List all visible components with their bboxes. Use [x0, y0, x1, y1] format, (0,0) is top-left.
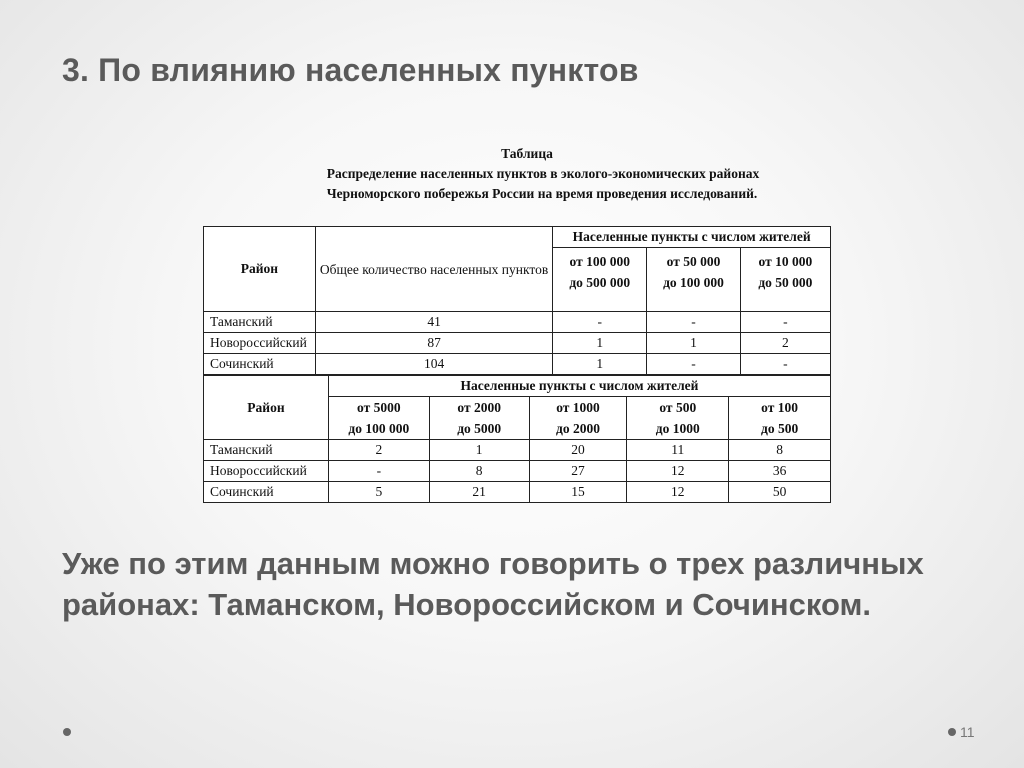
value-cell: 1	[429, 440, 529, 461]
total-header: Общее количество населенных пунктов	[315, 227, 552, 312]
district-header: Район	[204, 376, 329, 440]
table-row	[204, 312, 831, 333]
table-row	[204, 440, 831, 461]
value-cell: 36	[729, 461, 831, 482]
value-cell: -	[647, 354, 741, 375]
group-header: Населенные пункты с числом жителей	[553, 227, 831, 248]
range-header	[740, 248, 830, 312]
value-cell: 2	[328, 440, 429, 461]
value-cell: -	[740, 354, 830, 375]
range-to: до 5000	[457, 421, 502, 436]
table-row	[204, 354, 831, 375]
range-header	[647, 248, 741, 312]
district-cell: Сочинский	[204, 354, 316, 375]
range-header	[529, 397, 627, 440]
value-cell: -	[647, 312, 741, 333]
value-cell: 11	[627, 440, 729, 461]
value-cell: 1	[553, 354, 647, 375]
value-cell: 1	[553, 333, 647, 354]
district-cell: Таманский	[204, 440, 329, 461]
range-from: от 500	[659, 400, 697, 415]
range-from: от 1000	[556, 400, 600, 415]
range-header	[627, 397, 729, 440]
total-cell: 41	[315, 312, 552, 333]
right-dot-icon	[948, 728, 956, 736]
range-from: от 100 000	[569, 254, 630, 269]
value-cell: 8	[729, 440, 831, 461]
range-from: от 10 000	[758, 254, 813, 269]
page-number: 11	[960, 724, 975, 740]
value-cell: 50	[729, 482, 831, 503]
range-to: до 50 000	[758, 275, 813, 290]
district-cell: Новороссийский	[204, 333, 316, 354]
range-from: от 50 000	[666, 254, 721, 269]
value-cell: 1	[647, 333, 741, 354]
district-cell: Таманский	[204, 312, 316, 333]
value-cell: 20	[529, 440, 627, 461]
summary-text: Уже по этим данным можно говорить о трех различных районах: Таманском, Новороссийском и Сочинском.	[62, 546, 924, 622]
range-to: до 1000	[655, 421, 700, 436]
total-cell: 104	[315, 354, 552, 375]
value-cell: 2	[740, 333, 830, 354]
total-cell: 87	[315, 333, 552, 354]
range-from: от 5000	[357, 400, 401, 415]
range-header	[429, 397, 529, 440]
value-cell: 12	[627, 482, 729, 503]
value-cell: -	[328, 461, 429, 482]
district-cell: Новороссийский	[204, 461, 329, 482]
table-caption	[203, 144, 831, 204]
caption-line-2: Распределение населенных пунктов в эколого-экономических районах	[326, 166, 760, 181]
range-from: от 100	[761, 400, 799, 415]
settlements-table-large	[203, 226, 831, 375]
range-from: от 2000	[457, 400, 501, 415]
value-cell: 5	[328, 482, 429, 503]
value-cell: 8	[429, 461, 529, 482]
value-cell: -	[553, 312, 647, 333]
group-header: Населенные пункты с числом жителей	[328, 376, 830, 397]
left-dot-icon	[63, 728, 71, 736]
district-header: Район	[204, 227, 316, 312]
range-header	[328, 397, 429, 440]
table-row	[204, 482, 831, 503]
value-cell: 27	[529, 461, 627, 482]
value-cell: 12	[627, 461, 729, 482]
value-cell: 21	[429, 482, 529, 503]
slide-title: 3. По влиянию населенных пунктов	[62, 52, 639, 88]
value-cell: -	[740, 312, 830, 333]
caption-line-3: Черноморского побережья России на время проведения исследований.	[326, 186, 758, 201]
range-to: до 2000	[556, 421, 600, 436]
caption-line-1: Таблица	[501, 146, 553, 161]
range-to: до 500 000	[569, 275, 631, 290]
district-cell: Сочинский	[204, 482, 329, 503]
table-row	[204, 461, 831, 482]
range-to: до 500	[760, 421, 799, 436]
range-to: до 100 000	[348, 421, 410, 436]
settlements-table-small	[203, 375, 831, 503]
table-row	[204, 333, 831, 354]
value-cell: 15	[529, 482, 627, 503]
range-header	[553, 248, 647, 312]
range-header	[729, 397, 831, 440]
range-to: до 100 000	[663, 275, 724, 290]
